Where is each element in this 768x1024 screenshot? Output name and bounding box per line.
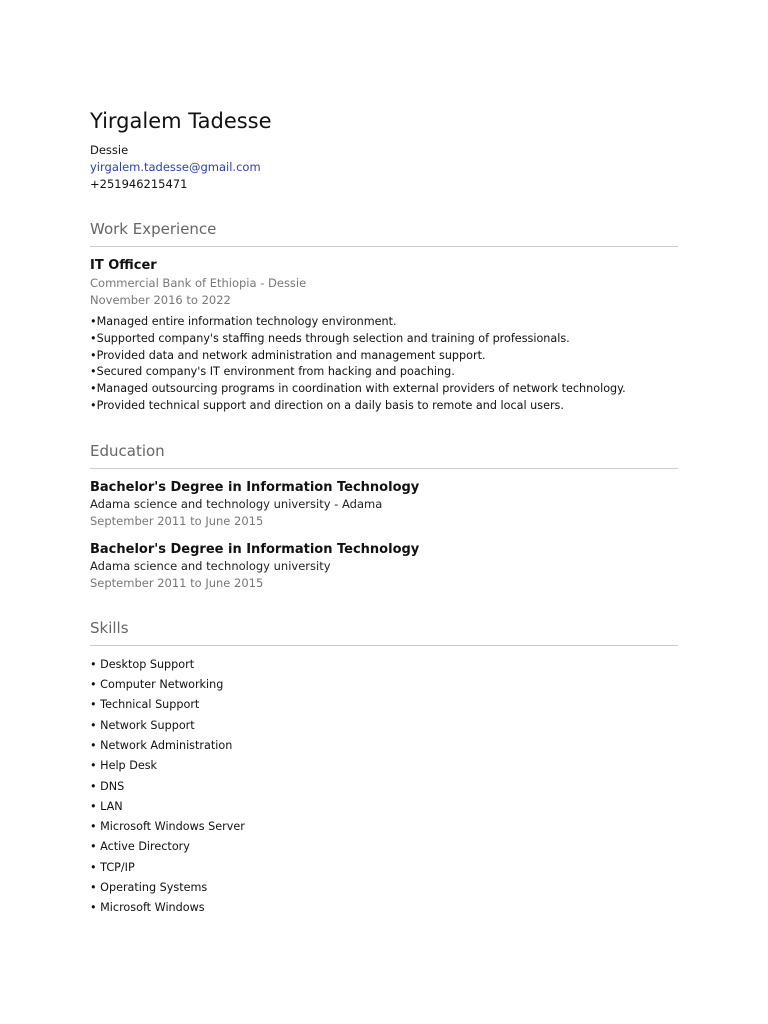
email-link[interactable]: yirgalem.tadesse@gmail.com	[90, 160, 261, 174]
job-bullet: • Secured company's IT environment from hacking and poaching.	[90, 364, 678, 381]
skill-item: • Technical Support	[90, 695, 678, 715]
job-dates: November 2016 to 2022	[90, 293, 231, 307]
phone-text: +251946215471	[90, 177, 188, 191]
job-bullet: • Managed outsourcing programs in coordination with external providers of network technology.	[90, 381, 678, 398]
skill-item: • Network Support	[90, 716, 678, 736]
candidate-name: Yirgalem Tadesse	[90, 109, 272, 133]
resume-content	[90, 108, 678, 919]
job-bullet: • Provided technical support and direction on a daily basis to remote and local users.	[90, 398, 678, 415]
skill-item: • Help Desk	[90, 756, 678, 776]
job-bullet: • Managed entire information technology environment.	[90, 314, 678, 331]
degree-title: Bachelor's Degree in Information Technology	[90, 479, 420, 495]
job-bullet: • Provided data and network administration and management support.	[90, 348, 678, 365]
school-name: Adama science and technology university	[90, 558, 331, 573]
degree-title: Bachelor's Degree in Information Technology	[90, 541, 420, 557]
school-name: Adama science and technology university - Adama	[90, 496, 383, 511]
work-experience-heading: Work Experience	[90, 219, 678, 247]
job-employer: Commercial Bank of Ethiopia - Dessie	[90, 276, 307, 290]
skills-section	[90, 618, 678, 919]
education-dates: September 2011 to June 2015	[90, 513, 264, 528]
skill-item: • Operating Systems	[90, 878, 678, 898]
job-bullets	[90, 314, 678, 415]
education-entry	[90, 541, 678, 592]
skill-item: • Microsoft Windows	[90, 898, 678, 918]
skill-item: • DNS	[90, 777, 678, 797]
contact-info	[90, 142, 678, 193]
skills-list	[90, 655, 678, 919]
skill-item: • LAN	[90, 797, 678, 817]
skill-item: • TCP/IP	[90, 858, 678, 878]
job-title: IT Officer	[90, 258, 157, 273]
education-dates: September 2011 to June 2015	[90, 575, 264, 590]
education-entry	[90, 479, 678, 530]
work-experience-section	[90, 219, 678, 415]
job-entry	[90, 257, 678, 415]
location-text: Dessie	[90, 143, 129, 157]
skill-item: • Network Administration	[90, 736, 678, 756]
job-bullet: • Supported company's staffing needs through selection and training of professionals.	[90, 331, 678, 348]
education-heading: Education	[90, 441, 678, 469]
education-section	[90, 441, 678, 592]
skill-item: • Active Directory	[90, 837, 678, 857]
skill-item: • Microsoft Windows Server	[90, 817, 678, 837]
skills-heading: Skills	[90, 618, 678, 646]
skill-item: • Computer Networking	[90, 675, 678, 695]
skill-item: • Desktop Support	[90, 655, 678, 675]
